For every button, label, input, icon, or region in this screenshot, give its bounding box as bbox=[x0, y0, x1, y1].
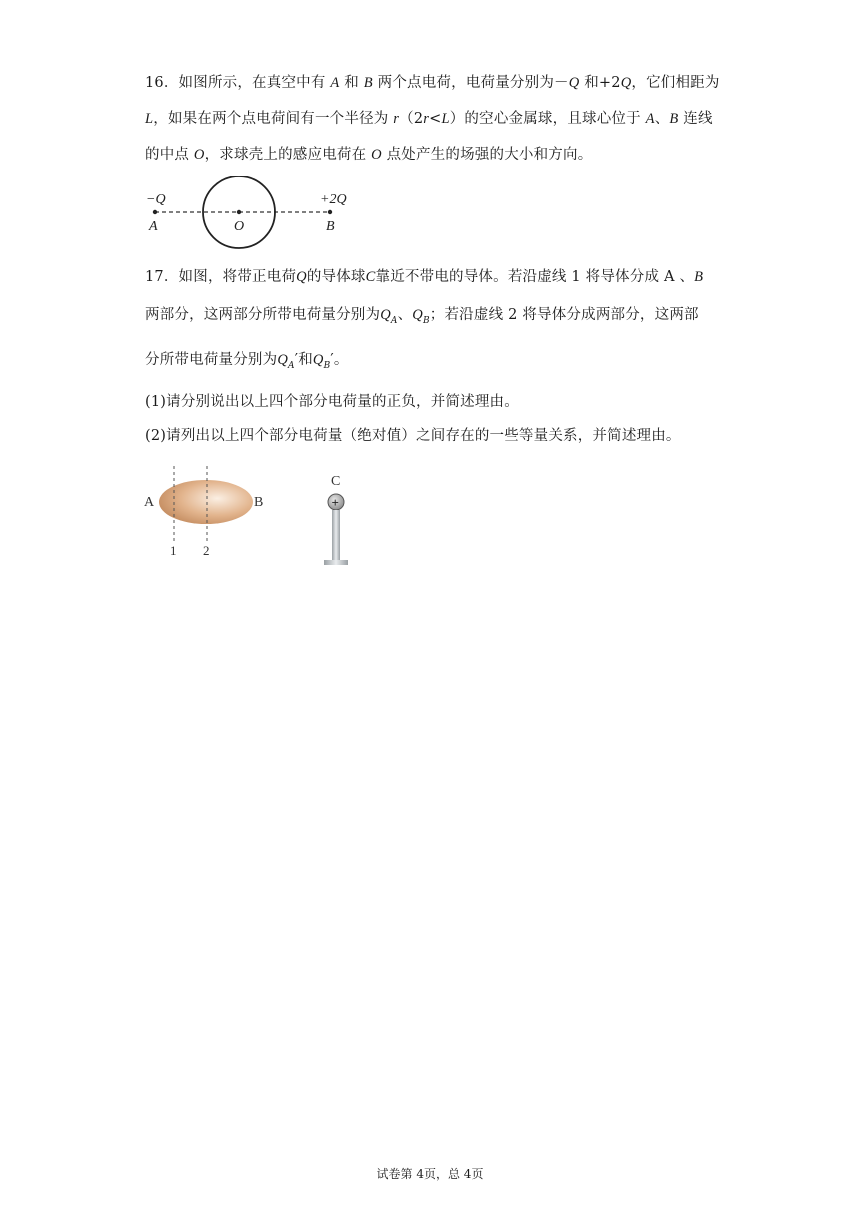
point-b-label: B bbox=[326, 219, 335, 234]
q16-figure bbox=[140, 176, 365, 250]
q17-subquestion-2: (2)请列出以上四个部分电荷量（绝对值）之间存在的一些等量关系，并简述理由。 bbox=[145, 428, 681, 444]
conductor-end-a-label: A bbox=[144, 495, 155, 510]
plus-sign-icon: + bbox=[331, 495, 339, 510]
dashed-line-1-label: 1 bbox=[170, 543, 177, 558]
charge-b-label: +2Q bbox=[320, 192, 347, 207]
q16-line-1: 16．如图所示，在真空中有 A 和 B 两个点电荷，电荷量分别为－Q 和+2Q，它们相距为 bbox=[145, 75, 720, 91]
page-footer: 试卷第 4页，总 4页 bbox=[376, 1167, 484, 1181]
conductor-end-b-label: B bbox=[254, 495, 264, 510]
q17-line-2: 两部分，这两部分所带电荷量分别为$Q_A$、$Q_B$；若沿虚线 2 将导体分成两部分，这两部 bbox=[145, 307, 699, 326]
point-b-dot bbox=[328, 210, 332, 214]
q17-figure bbox=[140, 462, 360, 572]
q16-line-2: L，如果在两个点电荷间有一个半径为 r（2r<L）的空心金属球，且球心位于 A、B 连线 bbox=[145, 111, 713, 127]
point-a-label: A bbox=[149, 219, 158, 234]
dashed-line-2-label: 2 bbox=[203, 543, 210, 558]
insulating-stand-rod bbox=[332, 510, 340, 560]
point-a-dot bbox=[153, 210, 157, 214]
q16-line-3: 的中点 O，求球壳上的感应电荷在 O 点处产生的场强的大小和方向。 bbox=[145, 147, 593, 163]
point-o-label: O bbox=[234, 219, 245, 234]
point-o-dot bbox=[237, 210, 241, 214]
uncharged-conductor bbox=[159, 480, 253, 524]
q17-line-3: 分所带电荷量分别为$Q_A'$和$Q_B'$。 bbox=[145, 352, 349, 371]
insulating-stand-base bbox=[324, 560, 348, 565]
q17-subquestion-1: (1)请分别说出以上四个部分电荷量的正负，并简述理由。 bbox=[145, 394, 519, 410]
q17-line-1: 17．如图，将带正电荷Q的导体球C靠近不带电的导体。若沿虚线 1 将导体分成 A 、B bbox=[145, 269, 704, 285]
ball-c-label: C bbox=[331, 474, 341, 489]
charge-a-label: −Q bbox=[146, 192, 166, 207]
